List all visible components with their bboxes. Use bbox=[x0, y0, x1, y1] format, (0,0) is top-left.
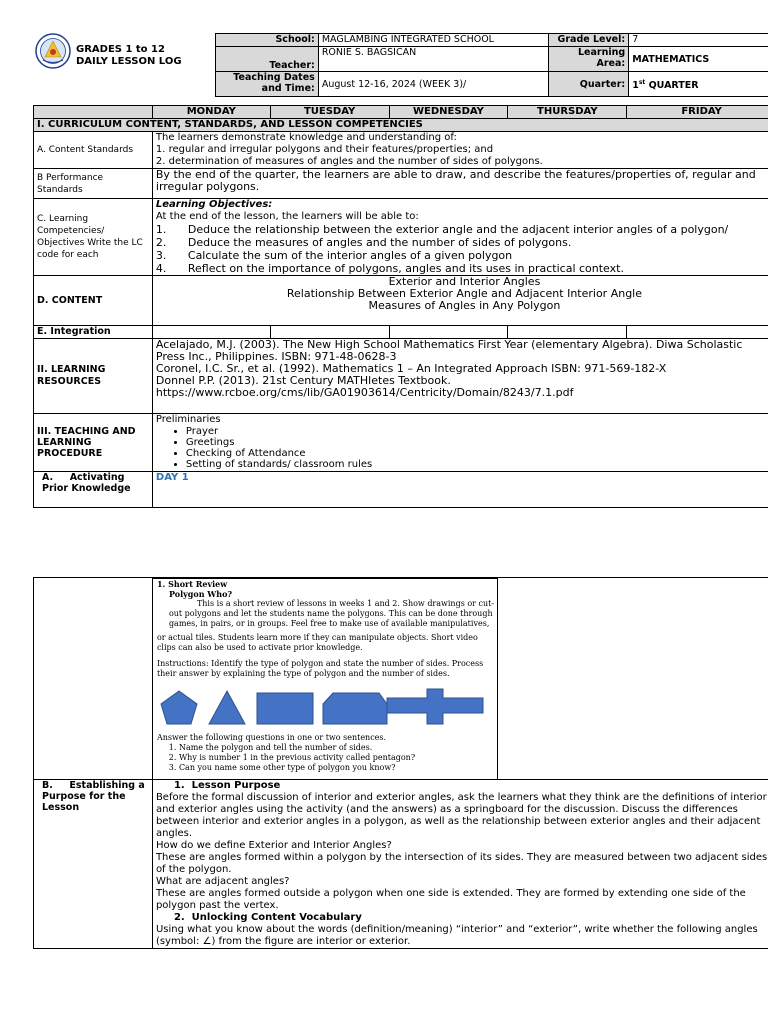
day-header-monday: MONDAY bbox=[152, 106, 270, 119]
header-title bbox=[76, 44, 182, 68]
grade-level-value: 7 bbox=[629, 34, 768, 47]
teaching-dates-value: August 12-16, 2024 (WEEK 3)/ bbox=[318, 72, 548, 97]
integration-thursday bbox=[508, 326, 627, 339]
teacher-value: RONIE S. BAGSICAN bbox=[318, 47, 548, 72]
short-review-title: Short Review bbox=[168, 579, 228, 589]
teaching-procedure-label: III. TEACHING AND LEARNING PROCEDURE bbox=[34, 414, 153, 472]
header-title-line1: GRADES 1 to 12 bbox=[76, 44, 165, 55]
school-value: MAGLAMBING INTEGRATED SCHOOL bbox=[318, 34, 548, 47]
learning-objectives-heading: Learning Objectives: bbox=[155, 199, 273, 210]
triangle-shape bbox=[209, 691, 245, 724]
lesson-log-table bbox=[33, 105, 768, 508]
lesson-purpose-text: Before the formal discussion of interior and exterior angles, ask the learners what they think are the definitions of interior and exterior angles using the activity (and the answers) as a springboard for the discussion. Discuss the differences between interior and exterior angles in a polygon, as well as the relationship between exterior angles and their adjacent angles. bbox=[155, 792, 767, 839]
review-question: 2. Why is number 1 in the previous activity called pentagon? bbox=[179, 753, 497, 763]
objective-item: 3. Calculate the sum of the interior angles of a given polygon bbox=[155, 249, 513, 262]
answer-intro: Answer the following questions in one or two sentences. bbox=[156, 733, 387, 742]
lesson-log-table-continued bbox=[33, 577, 768, 949]
lesson-purpose-cell bbox=[152, 780, 768, 949]
performance-standards-label: B Performance Standards bbox=[34, 169, 153, 199]
day-header-thursday: THURSDAY bbox=[508, 106, 627, 119]
school-label: School: bbox=[216, 34, 319, 47]
short-review-cell bbox=[152, 578, 768, 780]
review-question: 3. Can you name some other type of polygon you know? bbox=[179, 763, 497, 773]
rectangle-shape bbox=[257, 693, 313, 724]
day-header-wednesday: WEDNESDAY bbox=[389, 106, 508, 119]
activating-prior-knowledge-label: A. Activating Prior Knowledge bbox=[34, 472, 153, 508]
question-adjacent-angles: What are adjacent angles? bbox=[155, 876, 290, 887]
integration-label: E. Integration bbox=[34, 326, 153, 339]
answer-adjacent-angles: These are angles formed outside a polygon when one side is extended. They are formed by extending one side of the polygon past the vertex. bbox=[155, 888, 746, 911]
preliminary-item: • Prayer bbox=[186, 426, 768, 437]
quarter-value: 1st QUARTER bbox=[629, 72, 768, 97]
preliminary-item: • Greetings bbox=[186, 437, 768, 448]
header-info-table bbox=[215, 33, 768, 97]
short-review-paragraph-cont: or actual tiles. Students learn more if they can manipulate objects. Short video clips can also be used to activate prior knowledge. bbox=[156, 633, 478, 652]
preliminaries-heading: Preliminaries bbox=[155, 414, 221, 425]
vocabulary-text: Using what you know about the words (definition/meaning) “interior” and “exterior”, write whether the following angles (symbol: ∠) from the figure are interior or exterior. bbox=[155, 924, 758, 947]
grade-level-label: Grade Level: bbox=[549, 34, 629, 47]
content-standards-label: A. Content Standards bbox=[34, 132, 153, 169]
integration-monday bbox=[152, 326, 270, 339]
header-title-line2: DAILY LESSON LOG bbox=[76, 56, 182, 67]
trapezoid-shape bbox=[323, 693, 387, 724]
review-question: 1. Name the polygon and tell the number of sides. bbox=[179, 743, 497, 753]
integration-friday bbox=[627, 326, 768, 339]
teacher-label: Teacher: bbox=[216, 47, 319, 72]
learning-area-label: Learning Area: bbox=[549, 47, 629, 72]
integration-wednesday bbox=[389, 326, 508, 339]
learning-objectives-intro: At the end of the lesson, the learners will be able to: bbox=[155, 211, 419, 222]
day-1-label: DAY 1 bbox=[155, 472, 189, 483]
vocabulary-heading: 2. Unlocking Content Vocabulary bbox=[173, 912, 362, 923]
preliminary-item: • Setting of standards/ classroom rules bbox=[186, 459, 768, 470]
objective-item: 4. Reflect on the importance of polygons, angles and its uses in practical context. bbox=[155, 262, 624, 275]
preliminary-item: • Checking of Attendance bbox=[186, 448, 768, 459]
integration-tuesday bbox=[270, 326, 389, 339]
objective-item: 1. Deduce the relationship between the exterior angle and the adjacent interior angles of a polygon/ bbox=[155, 223, 729, 236]
pentagon-shape bbox=[161, 691, 197, 724]
short-review-image: 1. Short Review Polygon Who? This is a short review of lessons in weeks 1 and 2. Show drawings or cut-out polygons and let the students name the polygons. This can be done through games, in pairs, or in groups. Feel free to make use of available manipulatives, or actual tiles. Students learn more if they can manipulate objects. Short video clips can also be used to activate prior knowledge. Instructions: Identify the type of polygon and state the number of sides. Process their answer by explaining the type of polygon and the number of sides. Answer the following questions in one or two sentences. 1. Name the polygon and tell the number of sides. 2. Why is number 1 in the previous activity called pentagon? 3. Can you name some other type of polygon you know? bbox=[153, 578, 498, 779]
learning-area-value: MATHEMATICS bbox=[629, 47, 768, 72]
short-review-instructions: Instructions: Identify the type of polygon and state the number of sides. Process their answer by explaining the type of polygon and the number of sides. bbox=[156, 659, 484, 678]
short-review-subtitle: Polygon Who? bbox=[168, 589, 233, 599]
performance-standards-text: By the end of the quarter, the learners are able to draw, and describe the features/properties of, regular and irregular polygons. bbox=[152, 169, 768, 199]
content-label: D. CONTENT bbox=[34, 276, 153, 326]
deped-seal-logo bbox=[35, 33, 71, 69]
cross-shape bbox=[387, 689, 483, 724]
learning-resources-list: Acelajado, M.J. (2003). The New High School Mathematics First Year (elementary Algebra). Diwa Scholastic Press Inc., Philippines. ISBN: 971-48-0628-3 Coronel, I.C. Sr., et al. (1992). Mathematics 1 – An Integrated Approach ISBN: 971-569-182-X Donnel P.P. (2013). 21st Century MATHletes Textbook. https://www.rcboe.org/cms/lib/GA01903614/Centricity/Domain/8243/7.1.pdf bbox=[152, 339, 768, 414]
content-standards-text: The learners demonstrate knowledge and understanding of: 1. regular and irregular polygons and their features/properties; and 2. determination of measures of angles and the number of sides of polygons. bbox=[152, 132, 768, 169]
answer-exterior-interior: These are angles formed within a polygon by the intersection of its sides. They are measured between two adjacent sides of the polygon. bbox=[155, 852, 768, 875]
teaching-dates-label: Teaching Dates and Time: bbox=[216, 72, 319, 97]
polygon-shapes bbox=[157, 687, 487, 727]
day-header-blank bbox=[34, 106, 153, 119]
short-review-paragraph: This is a short review of lessons in weeks 1 and 2. Show drawings or cut-out polygons and let the students name the polygons. This can be done through games, in pairs, or in groups. Feel free to make use of available manipulatives, bbox=[168, 599, 495, 628]
day-header-tuesday: TUESDAY bbox=[270, 106, 389, 119]
section-curriculum-heading: I. CURRICULUM CONTENT, STANDARDS, AND LESSON COMPETENCIES bbox=[34, 119, 768, 132]
learning-resources-label: II. LEARNING RESOURCES bbox=[34, 339, 153, 414]
lesson-purpose-heading: 1. Lesson Purpose bbox=[173, 780, 281, 791]
question-exterior-interior: How do we define Exterior and Interior Angles? bbox=[155, 840, 392, 851]
establishing-purpose-label: B. Establishing a Purpose for the Lesson bbox=[34, 780, 153, 949]
day-header-friday: FRIDAY bbox=[627, 106, 768, 119]
preliminaries-cell bbox=[152, 414, 768, 472]
quarter-label: Quarter: bbox=[549, 72, 629, 97]
learning-competencies-label: C. Learning Competencies/ Objectives Write the LC code for each bbox=[34, 199, 153, 276]
day-1-cell bbox=[152, 472, 768, 508]
objective-item: 2. Deduce the measures of angles and the number of sides of polygons. bbox=[155, 236, 572, 249]
activating-continued-label bbox=[34, 578, 153, 780]
learning-objectives-cell bbox=[152, 199, 768, 276]
content-topics: Exterior and Interior Angles Relationship Between Exterior Angle and Adjacent Interior Angle Measures of Angles in Any Polygon bbox=[152, 276, 768, 326]
